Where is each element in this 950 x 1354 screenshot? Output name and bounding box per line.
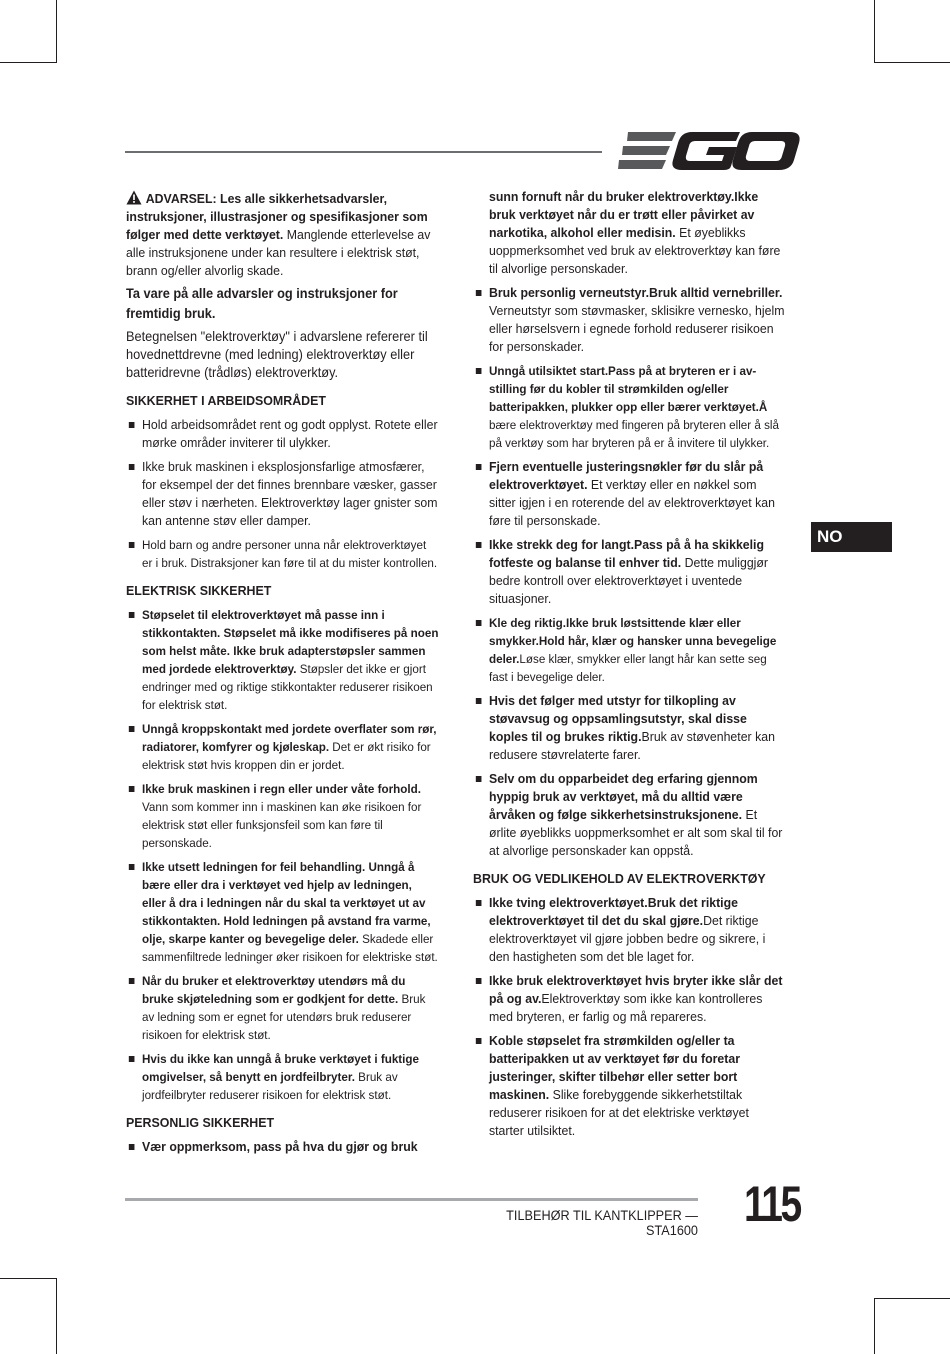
maintenance-heading: BRUK OG VEDLIKEHOLD AV ELEKTROVERKTØY (473, 871, 766, 886)
crop-mark (874, 1298, 875, 1354)
bullet-icon (476, 464, 482, 470)
warning-paragraph (126, 190, 439, 280)
list-item: Bruk personlig verneutstyr.Bruk alltid vernebriller. Verneutstyr som støvmasker, sklisikre vernesko, hjelm eller hørselsvern i egnede forhold reduserer risikoen for personskader. (473, 284, 786, 356)
bullet-icon (129, 612, 135, 618)
work-area-list (126, 416, 439, 572)
bullet-icon (129, 464, 135, 470)
bullet-icon (129, 542, 135, 548)
crop-mark (56, 0, 57, 62)
list-item: Fjern eventuelle justeringsnøkler før du slår på elektroverktøyet. Et verktøy eller en nøkkel som sitter igjen i en roterende del av elektroverktøyet kan føre til personskade. (473, 458, 786, 530)
electrical-heading: ELEKTRISK SIKKERHET (126, 583, 272, 598)
maintenance-list (473, 894, 786, 1140)
list-item: Ikke tving elektroverktøyet.Bruk det riktige elektroverktøyet til det du skal gjøre.Det riktige elektroverktøyet vil gjøre jobben bedre og sikrere, i den hastigheten som det ble laget for. (473, 894, 786, 966)
list-item: Ikke bruk maskinen i regn eller under våte forhold. Vann som kommer inn i maskinen kan øke risikoen for elektrisk støt eller funksjonsfeil som kan føre til personskade. (126, 780, 439, 852)
list-item: Ikke strekk deg for langt.Pass på å ha skikkelig fotfeste og balanse til enhver tid. Dette muliggjør bedre kontroll over elektroverktøyet i uventede situasjoner. (473, 536, 786, 608)
keep-instructions-notice: Ta vare på alle advarsler og instruksjoner for fremtidig bruk. (126, 286, 398, 321)
list-item: Ikke bruk elektroverktøyet hvis bryter ikke slår det på og av.Elektroverktøy som ikke kan kontrolleres med bryteren, er farlig og må repareres. (473, 972, 786, 1026)
continued-item: sunn fornuft når du bruker elektroverktøy.Ikke bruk verktøyet når du er trøtt eller påvirket av narkotika, alkohol eller medisin. Et øyeblikks uoppmerksomhet ved bruk av elektroverktøy kan føre til alvorlige personskader. (488, 189, 781, 276)
list-item: Støpselet til elektroverktøyet må passe inn i stikkontakten. Støpselet må ikke modifiseres på noen som helst måte. Ikke bruk adapterstøpsler sammen med jordede elektroverktøy. Støpsler det ikke er gjort endringer med og riktige stikkontakter reduserer risikoen for elektrisk støt. (126, 606, 439, 714)
crop-mark (874, 1298, 950, 1299)
footer-title: TILBEHØR TIL KANTKLIPPER — STA1600 (506, 1208, 698, 1238)
personal-safety-list (473, 284, 786, 860)
list-item: Unngå utilsiktet start.Pass på at bryteren er i av-stilling før du kobler til strømkilden og/eller batteripakken, plukker opp eller bærer verktøyet.Å bære elektroverktøy med fingeren på bryteren eller å slå på verktøy som har bryteren på er å invitere til ulykker. (473, 362, 786, 452)
page-number: 115 (744, 1176, 800, 1232)
bullet-icon (476, 698, 482, 704)
list-item: Ikke utsett ledningen for feil behandling. Unngå å bære eller dra i verktøyet ved hjelp av ledningen, eller å dra i ledningen når du skal ta verktøyet ut av stikkontakten. Hold ledningen på avstand fra varme, olje, skarpe kanter og bevegelige deler. Skadede eller sammenfiltrede ledninger øker risikoen for elektriske støt. (126, 858, 439, 966)
list-item: Koble støpselet fra strømkilden og/eller ta batteripakken ut av verktøyet før du foretar justeringer, skifter tilbehør eller setter bort maskinen. Slike forebyggende sikkerhetstiltak reduserer risikoen for at det elektriske verktøyet starter utilsiktet. (473, 1032, 786, 1140)
bullet-icon (129, 786, 135, 792)
crop-mark (0, 1278, 57, 1279)
bullet-icon (476, 290, 482, 296)
list-item: Hvis det følger med utstyr for tilkopling av støvavsug og oppsamlingsutstyr, skal disse koples til og brukes riktig.Bruk av støvenheter kan redusere støvrelaterte farer. (473, 692, 786, 764)
work-area-heading: SIKKERHET I ARBEIDSOMRÅDET (126, 393, 326, 408)
bullet-icon (129, 1144, 135, 1150)
crop-mark (0, 62, 57, 63)
list-item: Selv om du opparbeidet deg erfaring gjennom hyppig bruk av verktøyet, må du alltid være årvåken og følge sikkerhetsinstruksjonene. Et ørlite øyeblikks uoppmerksomhet er alt som skal til for at alvorlige personskader kan oppstå. (473, 770, 786, 860)
list-item: Hold arbeidsområdet rent og godt opplyst. Rotete eller mørke områder inviterer til ulykker. (126, 416, 439, 452)
warning-bold-text: Les alle sikkerhetsadvarsler, instruksjoner, illustrasjoner og spesifikasjoner som følger med dette verktøyet. (126, 191, 428, 242)
list-item: Vær oppmerksom, pass på hva du gjør og bruk (126, 1138, 439, 1156)
list-item: Unngå kroppskontakt med jordete overflater som rør, radiatorer, komfyrer og kjøleskap. Det er økt risiko for elektrisk støt hvis kroppen din er jordet. (126, 720, 439, 774)
bullet-icon (129, 1056, 135, 1062)
list-item: Kle deg riktig.Ikke bruk løstsittende klær eller smykker.Hold hår, klær og hansker unna bevegelige deler.Løse klær, smykker eller langt hår kan sette seg fast i bevegelige deler. (473, 614, 786, 686)
left-column (126, 190, 439, 1162)
header-rule (125, 151, 602, 153)
bullet-icon (129, 978, 135, 984)
list-item: Ikke bruk maskinen i eksplosjonsfarlige atmosfærer, for eksempel der det finnes brennbare væsker, gasser eller støv i nærheten. Elektroverktøy lager gnister som kan antenne støv eller damper. (126, 458, 439, 530)
footer-rule (125, 1198, 698, 1201)
bullet-icon (129, 422, 135, 428)
list-item: Hvis du ikke kan unngå å bruke verktøyet i fuktige omgivelser, så benytt en jordfeilbryter. Bruk av jordfeilbryter reduserer risikoen for elektrisk støt. (126, 1050, 439, 1104)
list-item: Hold barn og andre personer unna når elektroverktøyet er i bruk. Distraksjoner kan føre til at du mister kontrollen. (126, 536, 439, 572)
bullet-icon (476, 620, 482, 626)
language-tab-label: NO (817, 527, 843, 546)
warning-triangle-icon (126, 190, 142, 205)
personal-list (126, 1138, 439, 1156)
warning-text: Manglende etterlevelse av alle instruksjonene under kan resultere i elektrisk støt, brann og/eller alvorlig skade. (126, 227, 431, 278)
bullet-icon (129, 726, 135, 732)
right-column (473, 188, 786, 1146)
bullet-icon (476, 368, 482, 374)
bullet-icon (476, 542, 482, 548)
definition-paragraph: Betegnelsen "elektroverktøy" i advarslene refererer til hovednettdrevne (med ledning) elektroverktøy eller batteridrevne (trådløs) elektroverktøy. (126, 329, 428, 380)
bullet-icon (476, 900, 482, 906)
bullet-icon (476, 978, 482, 984)
electrical-list (126, 606, 439, 1104)
warning-label: ADVARSEL: (145, 191, 217, 206)
bullet-icon (476, 776, 482, 782)
list-item: Når du bruker et elektroverktøy utendørs må du bruke skjøteledning som er godkjent for dette. Bruk av ledning som er egnet for utendørs bruk reduserer risikoen for elektrisk støt. (126, 972, 439, 1044)
personal-heading: PERSONLIG SIKKERHET (126, 1115, 275, 1130)
bullet-icon (476, 1038, 482, 1044)
crop-mark (56, 1278, 57, 1354)
bullet-icon (129, 864, 135, 870)
crop-mark (874, 0, 875, 62)
ego-logo (618, 130, 800, 172)
crop-mark (874, 62, 950, 63)
language-tab (811, 522, 892, 552)
